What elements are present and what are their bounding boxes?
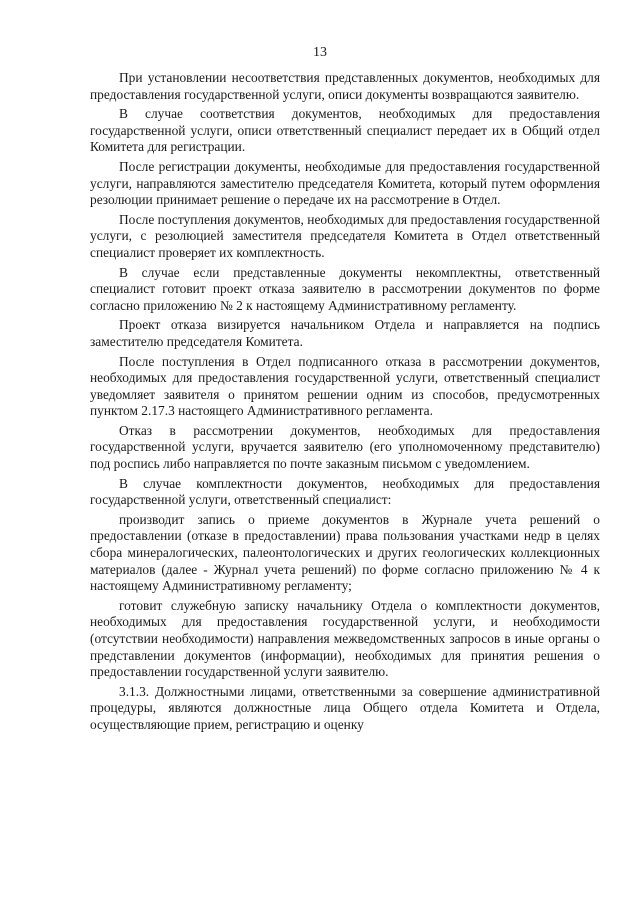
paragraph: В случае соответствия документов, необходимых для предоставления государственной услуги, описи ответственный специалист передает их в Общий отдел Комитета для регистрации. xyxy=(90,106,600,155)
paragraph: производит запись о приеме документов в Журнале учета решений о предоставлении (отказе в предоставлении) права пользования участками недр в целях сбора минералогических, палеонтологических и других геологических коллекционных материалов (далее - Журнал учета решений) по форме согласно приложению № 4 к настоящему Административному регламенту; xyxy=(90,511,600,594)
paragraph: Проект отказа визируется начальником Отдела и направляется на подпись заместителю председателя Комитета. xyxy=(90,317,600,349)
paragraph: В случае комплектности документов, необходимых для предоставления государственной услуги, ответственный специалист: xyxy=(90,475,600,508)
paragraph: 3.1.3. Должностными лицами, ответственными за совершение административной процедуры, являются должностные лица Общего отдела Комитета и Отдела, осуществляющие прием, регистрацию и оценку xyxy=(90,683,600,732)
paragraph: В случае если представленные документы некомплектны, ответственный специалист готовит проект отказа заявителю в рассмотрении документов по форме согласно приложению № 2 к настоящему Административному регламенту. xyxy=(90,264,600,313)
paragraph: После регистрации документы, необходимые для предоставления государственной услуги, направляются заместителю председателя Комитета, который путем оформления резолюции принимает решение о передаче их на рассмотрение в Отдел. xyxy=(90,158,600,208)
paragraph: готовит служебную записку начальнику Отдела о комплектности документов, необходимых для предоставления государственной услуги, и необходимости (отсутствии необходимости) направления межведомственных запросов в иные органы о представлении документов (информации), необходимых для принятия решения о предоставлении государственной услуги заявителю. xyxy=(90,597,600,680)
page-number: 13 xyxy=(313,45,327,60)
paragraph: После поступления документов, необходимых для предоставления государственной услуги, с резолюцией заместителя председателя Комитета в Отдел ответственный специалист проверяет их комплектность. xyxy=(90,211,600,260)
paragraph: После поступления в Отдел подписанного отказа в рассмотрении документов, необходимых для предоставления государственной услуги, ответственный специалист уведомляет заявителя о принятом решении одним из способов, предусмотренных пунктом 2.17.3 настоящего Административного регламента. xyxy=(90,353,600,419)
paragraph: При установлении несоответствия представленных документов, необходимых для предоставления государственной услуги, описи документы возвращаются заявителю. xyxy=(90,70,600,102)
paragraph: Отказ в рассмотрении документов, необходимых для предоставления государственной услуги, вручается заявителю (его уполномоченному представителю) под роспись либо направляется по почте заказным письмом с уведомлением. xyxy=(90,422,600,472)
body-text xyxy=(90,70,600,737)
